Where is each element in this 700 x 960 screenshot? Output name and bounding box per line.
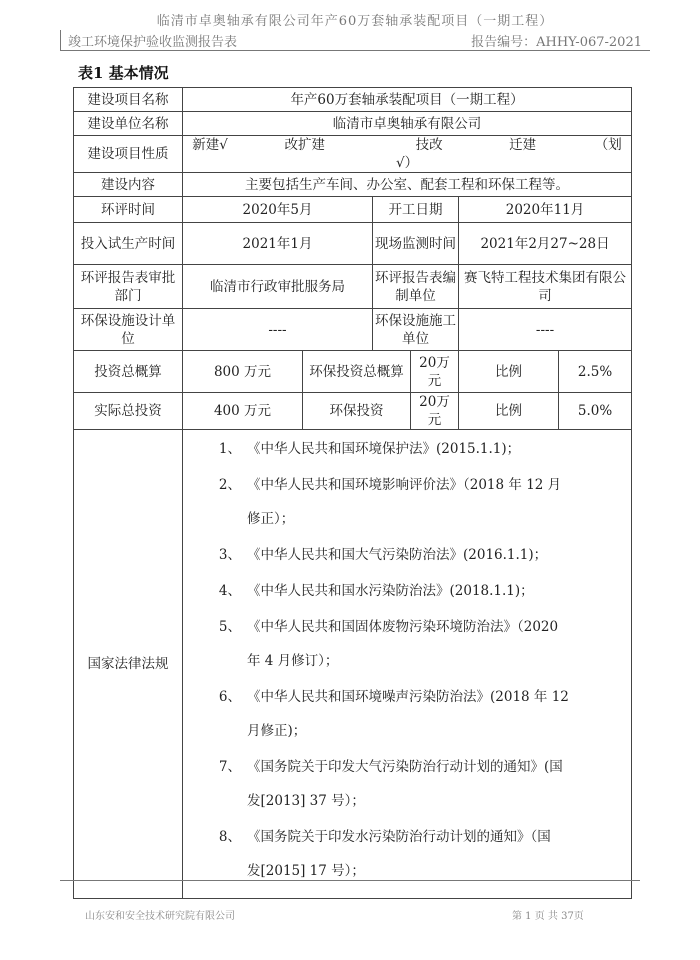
cell-value: 2021年1月 (183, 223, 373, 265)
cell-label: 投入试生产时间 (74, 223, 183, 265)
cell-label: 环评报告表审批部门 (74, 265, 183, 309)
cell-label: 现场监测时间 (373, 223, 459, 265)
cell-value: ---- (459, 309, 632, 351)
list-item (185, 758, 629, 811)
nature-expand: 改扩建 (284, 137, 325, 153)
cell-value: 2.5% (559, 351, 632, 393)
table-row (74, 88, 632, 112)
table-row (74, 173, 632, 197)
list-item (185, 688, 629, 741)
cell-label: 环保设施设计单位 (74, 309, 183, 351)
list-item (185, 546, 629, 565)
law-line-continued: 修正）； (247, 511, 295, 527)
footer-org: 山东安和安全技术研究院有限公司 (85, 911, 235, 922)
law-number: 7、 (218, 759, 241, 775)
law-line-continued: 年 4 月修订）； (247, 653, 339, 669)
cell-value: 主要包括生产车间、办公室、配套工程和环保工程等。 (183, 173, 632, 197)
cell-value: 20万元 (411, 393, 459, 430)
law-number: 4、 (218, 583, 241, 599)
law-text (247, 828, 629, 881)
law-text (247, 688, 629, 741)
law-text (247, 618, 629, 671)
law-number: 2、 (218, 477, 241, 493)
cell-label: 建设项目性质 (74, 136, 183, 173)
cell-value: 800 万元 (183, 351, 303, 393)
cell-label: 实际总投资 (74, 393, 183, 430)
report-number: 报告编号：AHHY-067-2021 (471, 35, 642, 50)
law-line: 《中华人民共和国固体废物污染环境防治法》（2020 (247, 619, 559, 635)
nature-new: 新建√ (192, 137, 228, 153)
cell-value (183, 136, 632, 173)
cell-value: 400 万元 (183, 393, 303, 430)
law-line: 《国务院关于印发水污染防治行动计划的通知》（国 (247, 829, 551, 845)
cell-value: 2020年11月 (459, 197, 632, 223)
header-title: 临清市卓奥轴承有限公司年产60万套轴承装配项目（一期工程） (156, 14, 554, 29)
nature-mark: （划√） (395, 137, 622, 171)
cell-value: 2021年2月27~28日 (459, 223, 632, 265)
law-text (247, 440, 629, 459)
laws-list (185, 440, 629, 881)
cell-label: 环保投资总概算 (303, 351, 411, 393)
law-line-continued: 月修正)； (247, 723, 307, 739)
cell-label: 投资总概算 (74, 351, 183, 393)
table-row (74, 223, 632, 265)
cell-label: 国家法律法规 (74, 430, 183, 899)
nature-move: 迁建 (509, 137, 537, 153)
law-line-continued: 发[2013] 37 号）； (247, 793, 365, 809)
cell-value: 临清市行政审批服务局 (183, 265, 373, 309)
law-line: 《国务院关于印发大气污染防治行动计划的通知》(国 (247, 759, 563, 775)
header-rule (60, 50, 650, 51)
cell-value: 临清市卓奥轴承有限公司 (183, 112, 632, 136)
table-row (74, 265, 632, 309)
cell-value: 赛飞特工程技术集团有限公司 (459, 265, 632, 309)
table-title: 表1 基本情况 (78, 64, 169, 82)
law-text (247, 546, 629, 565)
table-row (74, 393, 632, 430)
law-text (247, 476, 629, 529)
nature-tech: 技改 (415, 137, 443, 153)
list-item (185, 476, 629, 529)
report-name: 竣工环境保护验收监测报告表 (68, 35, 238, 50)
list-item (185, 582, 629, 601)
cell-value: 年产60万套轴承装配项目（一期工程） (183, 88, 632, 112)
cell-value: 20万元 (411, 351, 459, 393)
footer-page: 第 1 页 共 37页 (512, 911, 584, 922)
list-item (185, 828, 629, 881)
table-row (74, 112, 632, 136)
table-row (74, 430, 632, 899)
list-item (185, 618, 629, 671)
cell-label: 环保设施施工单位 (373, 309, 459, 351)
law-line: 《中华人民共和国环境影响评价法》（2018 年 12 月 (247, 477, 562, 493)
cell-label: 开工日期 (373, 197, 459, 223)
cell-label: 环评报告表编制单位 (373, 265, 459, 309)
cell-value: ---- (183, 309, 373, 351)
list-item (185, 440, 629, 459)
table-row (74, 197, 632, 223)
laws-cell (183, 430, 632, 899)
law-text (247, 758, 629, 811)
cell-label: 建设项目名称 (74, 88, 183, 112)
basic-info-table (73, 87, 632, 899)
law-line: 《中华人民共和国水污染防治法》(2018.1.1)； (247, 583, 534, 599)
law-number: 5、 (218, 619, 241, 635)
table-row (74, 136, 632, 173)
law-line-continued: 发[2015] 17 号）； (247, 863, 365, 879)
cell-label: 比例 (459, 351, 559, 393)
law-text (247, 582, 629, 601)
table-row (74, 309, 632, 351)
cell-label: 建设内容 (74, 173, 183, 197)
law-line: 《中华人民共和国大气污染防治法》(2016.1.1)； (247, 547, 548, 563)
law-line: 《中华人民共和国环境保护法》(2015.1.1)； (247, 441, 521, 457)
law-number: 8、 (218, 829, 241, 845)
cell-value: 5.0% (559, 393, 632, 430)
footer-rule (60, 880, 640, 881)
law-number: 1、 (218, 441, 241, 457)
cell-label: 建设单位名称 (74, 112, 183, 136)
cell-label: 比例 (459, 393, 559, 430)
law-number: 3、 (218, 547, 241, 563)
cell-label: 环保投资 (303, 393, 411, 430)
cell-label: 环评时间 (74, 197, 183, 223)
header-divider (60, 30, 61, 50)
table-row (74, 351, 632, 393)
cell-value: 2020年5月 (183, 197, 373, 223)
law-line: 《中华人民共和国环境噪声污染防治法》(2018 年 12 (247, 689, 569, 705)
law-number: 6、 (218, 689, 241, 705)
